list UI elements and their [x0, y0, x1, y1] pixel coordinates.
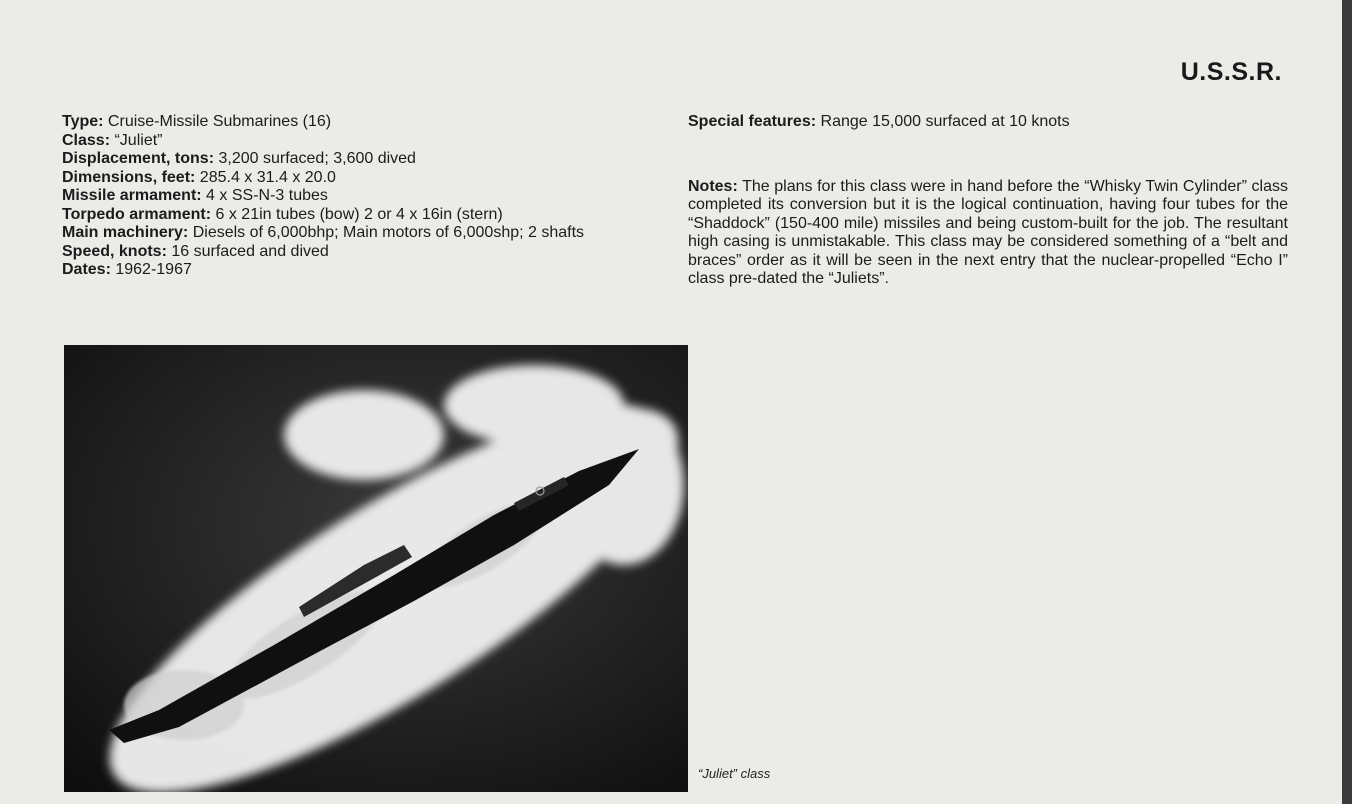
notes-label: Notes:	[688, 177, 738, 195]
right-column	[688, 113, 1288, 289]
spec-value: 4 x SS-N-3 tubes	[201, 187, 328, 204]
spec-class	[62, 132, 658, 151]
spec-label: Torpedo armament:	[62, 205, 212, 223]
spec-dates	[62, 261, 658, 280]
spec-main-machinery	[62, 224, 658, 243]
photo-caption: “Juliet” class	[698, 766, 771, 781]
notes-paragraph	[688, 178, 1288, 289]
notes-text: The plans for this class were in hand before the “Whisky Twin Cylinder” class completed its conversion but it is the logical continuation, having four tubes for the “Shaddock” (150-400 mile) missiles and being custom-built for the job. The resultant high casing is unmistakable. This class may be considered something of a “belt and braces” order as it will be seen in the next entry that the nuclear-propelled “Echo I” class pre-dated the “Juliets”.	[688, 177, 1288, 287]
spec-torpedo-armament	[62, 206, 658, 225]
spec-value: 1962-1967	[110, 261, 192, 278]
special-features	[688, 113, 1288, 132]
page-edge	[1342, 0, 1352, 804]
spec-label: Speed, knots:	[62, 242, 167, 260]
spec-label: Main machinery:	[62, 224, 189, 241]
spec-dimensions	[62, 169, 658, 188]
spec-value: “Juliet”	[110, 131, 163, 149]
spec-displacement	[62, 150, 658, 169]
spec-value: 3,200 surfaced; 3,600 dived	[214, 150, 416, 167]
spec-label: Missile armament:	[62, 187, 202, 204]
spec-value: Diesels of 6,000bhp; Main motors of 6,000shp; 2 shafts	[188, 224, 585, 241]
spec-label: Dimensions, feet:	[62, 168, 196, 186]
special-features-label: Special features:	[688, 113, 817, 130]
spec-label: Displacement, tons:	[62, 150, 215, 167]
spec-missile-armament	[62, 187, 658, 206]
spec-type	[62, 113, 658, 132]
spec-label: Type:	[62, 113, 104, 130]
spec-value: Cruise-Missile Submarines (16)	[103, 113, 332, 130]
spec-speed	[62, 243, 658, 262]
country-heading: U.S.S.R.	[1180, 58, 1282, 86]
special-features-value: Range 15,000 surfaced at 10 knots	[816, 113, 1070, 130]
spec-label: Dates:	[62, 261, 111, 278]
spec-value: 16 surfaced and dived	[166, 242, 329, 260]
submarine-photo	[64, 345, 688, 792]
specs-block	[62, 113, 658, 280]
spec-label: Class:	[62, 131, 111, 149]
spec-value: 285.4 x 31.4 x 20.0	[195, 168, 336, 186]
spec-value: 6 x 21in tubes (bow) 2 or 4 x 16in (stern)	[211, 205, 503, 223]
